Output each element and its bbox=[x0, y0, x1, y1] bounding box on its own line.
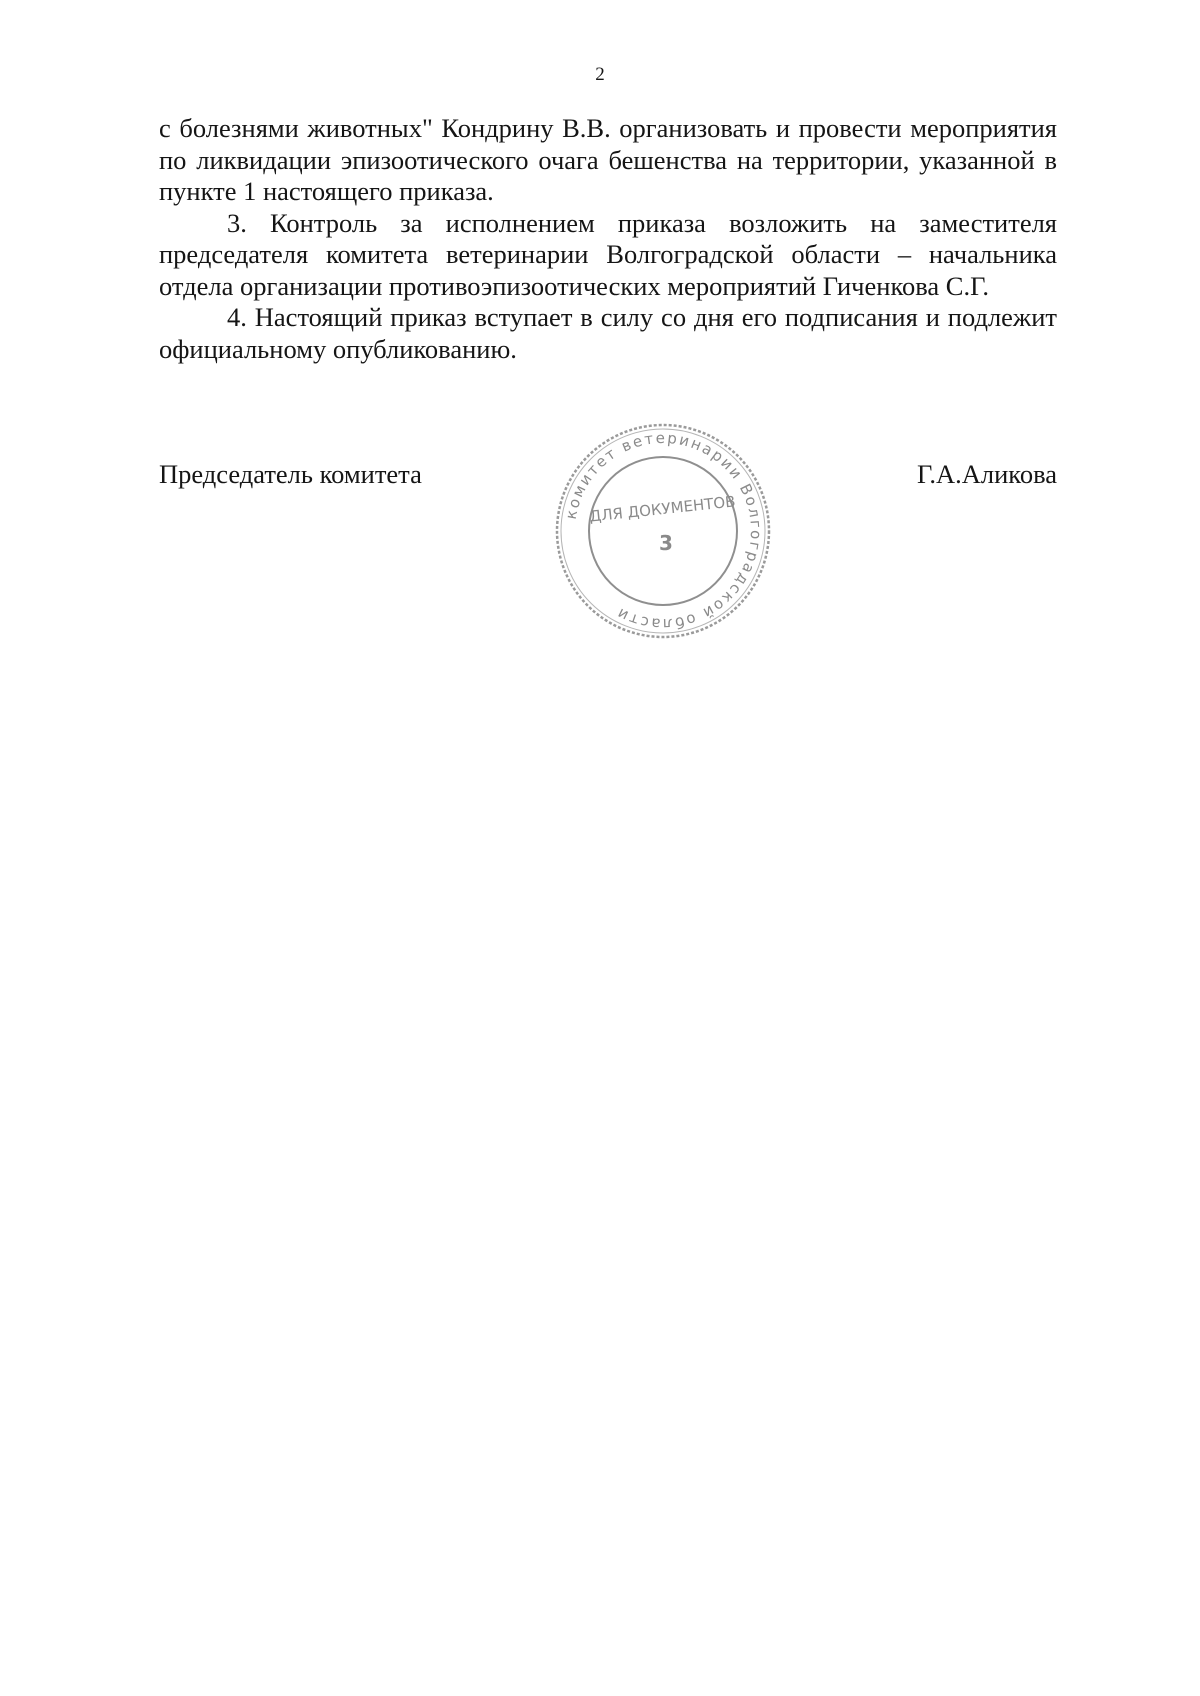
signatory-name: Г.А.Аликова bbox=[917, 459, 1057, 489]
seal-outer-text: комитет ветеринарии Волгоградской области bbox=[561, 428, 766, 634]
seal-stamp-graphic bbox=[550, 418, 776, 644]
official-seal bbox=[550, 418, 776, 644]
paragraph-item-3: 3. Контроль за исполнением приказа возложить на заместителя председателя комитета ветеринарии Волгоградской области – начальника отдела организации противоэпизоотических мероприятий Гиченкова С.Г. bbox=[159, 207, 1057, 301]
paragraph-item-4: 4. Настоящий приказ вступает в силу со дня его подписания и подлежит официальному опубликованию. bbox=[159, 302, 1057, 364]
document-body bbox=[159, 113, 1057, 365]
seal-number: 3 bbox=[659, 531, 673, 555]
seal-band-text: ДЛЯ ДОКУМЕНТОВ bbox=[588, 492, 737, 526]
paragraph-continuation: с болезнями животных" Кондрину В.В. организовать и провести мероприятия по ликвидации эпизоотического очага бешенства на территории, указанной в пункте 1 настоящего приказа. bbox=[159, 113, 1057, 206]
page-number: 2 bbox=[595, 64, 605, 85]
signatory-title: Председатель комитета bbox=[159, 459, 422, 489]
